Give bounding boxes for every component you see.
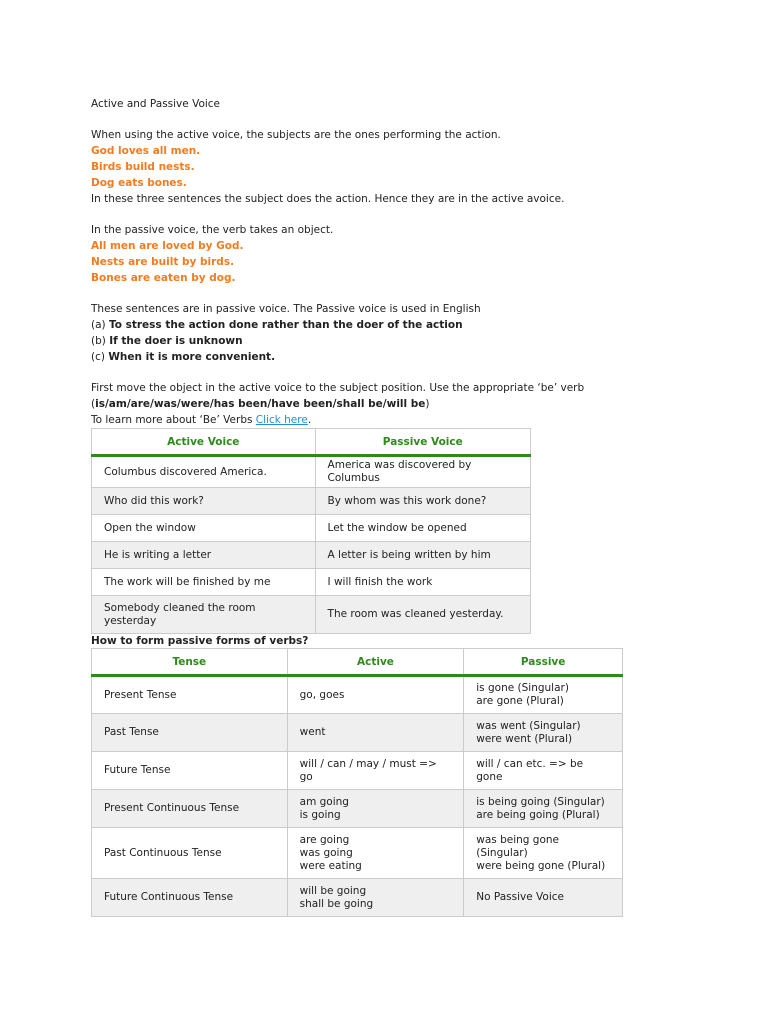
tense-table: [91, 648, 623, 917]
cell-line: will / can / may / must =>: [299, 757, 437, 770]
column-header-passive: Passive Voice: [315, 429, 530, 456]
tense-cell: Present Continuous Tense: [92, 790, 288, 828]
passive-example: All men are loved by God.: [91, 240, 244, 252]
active-example: God loves all men.: [91, 145, 201, 157]
cell-line: is gone (Singular): [476, 682, 569, 694]
cell-line: am going: [299, 795, 349, 808]
usage-item: [91, 349, 691, 365]
passive-cell: A letter is being written by him: [315, 542, 530, 569]
active-cell: [287, 676, 464, 714]
column-header-active: Active Voice: [92, 429, 316, 456]
passive-cell: By whom was this work done?: [315, 488, 530, 515]
passive-cell: [464, 828, 623, 879]
tense-cell: Present Tense: [92, 676, 288, 714]
table-row: [92, 790, 623, 828]
cell-line: are gone (Plural): [476, 695, 564, 707]
active-cell: Who did this work?: [92, 488, 316, 515]
table-row: [92, 569, 531, 596]
table-row: [92, 828, 623, 879]
cell-line: will be going: [299, 884, 367, 897]
cell-line: shall be going: [299, 897, 374, 910]
passive-example: Nests are built by birds.: [91, 256, 235, 268]
passive-cell: [464, 752, 623, 790]
passive-cell: I will finish the work: [315, 569, 530, 596]
passive-cell: [464, 676, 623, 714]
column-header-tense: Tense: [92, 649, 288, 676]
active-cell: The work will be finished by me: [92, 569, 316, 596]
table-row: [92, 515, 531, 542]
tense-cell: Future Tense: [92, 752, 288, 790]
passive-cell: [464, 879, 623, 917]
cell-line: No Passive Voice: [476, 891, 564, 903]
cell-line: is going: [299, 808, 341, 821]
page-title: Active and Passive Voice: [91, 98, 221, 110]
cell-line: is being going (Singular): [476, 795, 605, 808]
tense-cell: Future Continuous Tense: [92, 879, 288, 917]
usage-intro: These sentences are in passive voice. The Passive voice is used in English: [91, 303, 481, 315]
usage-marker: (b): [91, 335, 110, 347]
be-verbs-line: [91, 396, 691, 412]
cell-line: was being gone (Singular): [476, 833, 559, 859]
active-note: In these three sentences the subject does the action. Hence they are in the active avoice.: [91, 193, 565, 205]
table-row: [92, 596, 531, 634]
table-row: [92, 714, 623, 752]
cell-line: are being going (Plural): [476, 808, 600, 821]
usage-text: If the doer is unknown: [109, 335, 243, 347]
passive-cell: The room was cleaned yesterday.: [315, 596, 530, 634]
active-cell: [287, 714, 464, 752]
active-example: Dog eats bones.: [91, 177, 187, 189]
intro-active: When using the active voice, the subjects are the ones performing the action.: [91, 129, 501, 141]
cell-line: went: [299, 726, 326, 738]
click-here-link[interactable]: Click here: [255, 414, 308, 426]
cell-line: was going: [299, 846, 353, 859]
be-verbs-list: is/am/are/was/were/has been/have been/shall be/will be: [95, 398, 426, 410]
column-header-passive: Passive: [464, 649, 623, 676]
tense-cell: Past Tense: [92, 714, 288, 752]
cell-line: were being gone (Plural): [476, 859, 606, 872]
table2-heading: How to form passive forms of verbs?: [91, 635, 309, 647]
cell-line: will / can etc. => be gone: [476, 757, 584, 783]
table-row: [92, 456, 531, 488]
learn-more-prefix: To learn more about ‘Be’ Verbs: [91, 414, 256, 426]
active-cell: He is writing a letter: [92, 542, 316, 569]
move-instruction: First move the object in the active voice to the subject position. Use the appropriate ‘be’ verb: [91, 382, 585, 394]
learn-more-line: [91, 412, 691, 428]
active-cell: [287, 790, 464, 828]
cell-line: was went (Singular): [476, 719, 581, 732]
table-row: [92, 542, 531, 569]
usage-text: To stress the action done rather than the doer of the action: [108, 319, 463, 331]
table-header-row: [92, 429, 531, 456]
passive-cell: Let the window be opened: [315, 515, 530, 542]
usage-item: [91, 333, 691, 349]
active-cell: [287, 752, 464, 790]
document-page: [91, 96, 691, 917]
passive-cell: [464, 790, 623, 828]
cell-line: go, goes: [299, 688, 345, 701]
table-header-row: [92, 649, 623, 676]
be-verbs-open: (: [91, 398, 96, 410]
active-passive-table: [91, 428, 531, 634]
usage-item: [91, 317, 691, 333]
intro-passive: In the passive voice, the verb takes an object.: [91, 224, 334, 236]
tense-cell: Past Continuous Tense: [92, 828, 288, 879]
table-row: [92, 488, 531, 515]
passive-cell: [464, 714, 623, 752]
usage-text: When it is more convenient.: [108, 351, 276, 363]
table-row: [92, 879, 623, 917]
table-row: [92, 752, 623, 790]
passive-example: Bones are eaten by dog.: [91, 272, 236, 284]
cell-line: are going: [299, 833, 350, 846]
column-header-active: Active: [287, 649, 464, 676]
cell-line: go: [299, 770, 313, 783]
active-cell: Somebody cleaned the room yesterday: [92, 596, 316, 634]
cell-line: were went (Plural): [476, 732, 573, 745]
be-verbs-close: ): [425, 398, 430, 410]
cell-line: were eating: [299, 859, 362, 872]
table-row: [92, 676, 623, 714]
active-cell: Columbus discovered America.: [92, 456, 316, 488]
active-cell: Open the window: [92, 515, 316, 542]
active-example: Birds build nests.: [91, 161, 195, 173]
usage-marker: (c): [91, 351, 109, 363]
usage-marker: (a): [91, 319, 109, 331]
learn-more-suffix: .: [307, 414, 312, 426]
active-cell: [287, 828, 464, 879]
active-cell: [287, 879, 464, 917]
passive-cell: America was discovered by Columbus: [315, 456, 530, 488]
